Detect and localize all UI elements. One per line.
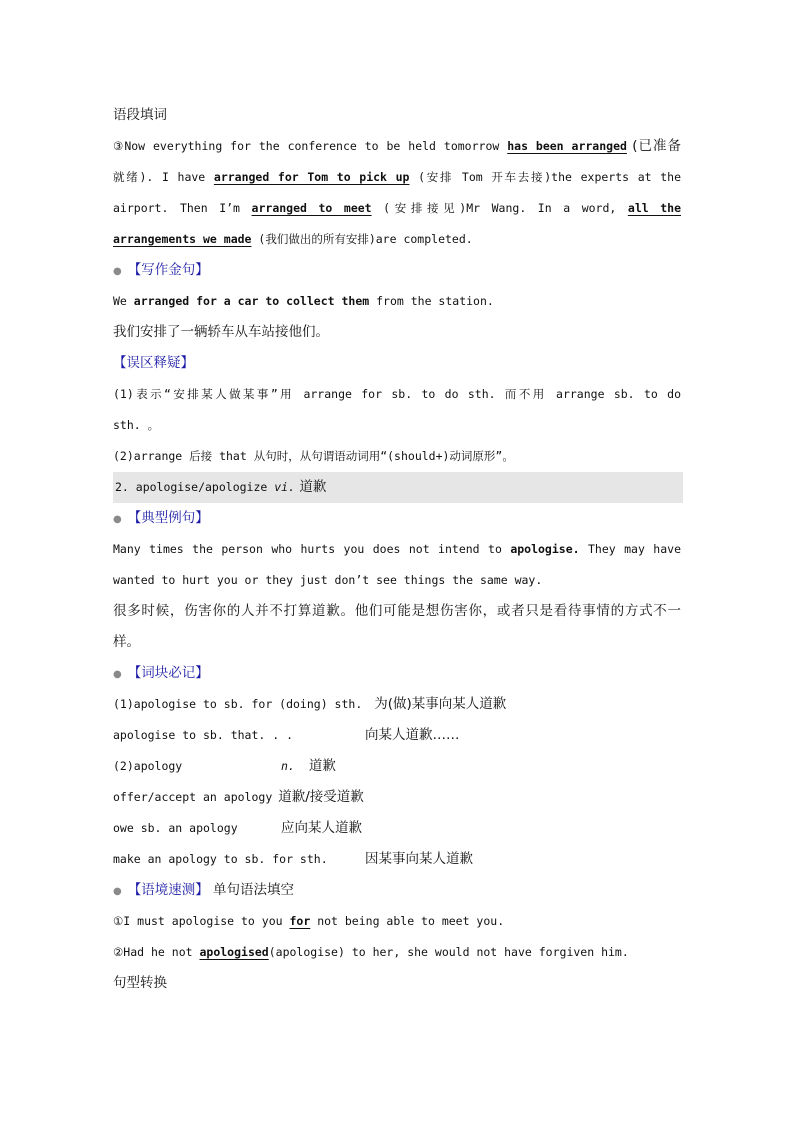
para-line-4: arrangements we made (我们做出的所有安排)are completed. xyxy=(113,232,473,246)
quiz-answer-2: apologised xyxy=(199,945,269,959)
quiz-answer-1: for xyxy=(289,914,311,928)
example-zh-b: 样。 xyxy=(113,634,140,650)
clarify-item-2: (2)arrange 后接 that 从句时，从句谓语动词用“(should+)动词原形”。 xyxy=(113,449,514,463)
word-entry-apologise: 2. apologise/apologize vi. 道歉 xyxy=(113,472,683,503)
bullet-dot-icon: ● xyxy=(113,886,122,897)
quiz-heading: ● 【语境速测】 单句语法填空 xyxy=(113,882,295,898)
example-en-a: Many times the person who hurts you does not intend to apologise. They may have xyxy=(113,542,681,556)
writing-sentence-zh: 我们安排了一辆轿车从车站接他们。 xyxy=(113,324,329,340)
answer-all-the: all the xyxy=(627,201,681,215)
quiz-item-1: ①I must apologise to you for not being able to meet you. xyxy=(113,914,505,928)
phrase-6: make an apology to sb. for sth. 因某事向某人道歉 xyxy=(113,851,473,867)
phrase-2: apologise to sb. that. . . 向某人道歉…… xyxy=(113,727,460,743)
example-zh-a: 很多时候，伤害你的人并不打算道歉。他们可能是想伤害你，或者只是看待事情的方式不一 xyxy=(113,603,681,619)
clarify-item-1b: sth. 。 xyxy=(113,418,160,432)
clarify-item-1a: (1)表示“安排某人做某事”用 arrange for sb. to do sth. 而不用 arrange sb. to do xyxy=(113,387,681,401)
writing-sentence-en: We arranged for a car to collect them from the station. xyxy=(113,294,494,308)
answer-arranged-to-meet: arranged to meet xyxy=(251,201,372,215)
bullet-dot-icon: ● xyxy=(113,266,122,277)
clarify-heading: 【误区释疑】 xyxy=(113,355,194,371)
phrase-3: (2)apology n. 道歉 xyxy=(113,758,336,774)
section-title: 语段填词 xyxy=(113,107,167,123)
sentence-transform-title: 句型转换 xyxy=(113,975,167,991)
answer-arranged-for-tom: arranged for Tom to pick up xyxy=(213,170,410,184)
document-page xyxy=(113,100,681,999)
phrase-4: offer/accept an apology 道歉/接受道歉 xyxy=(113,789,364,805)
para-line-2: 就绪). I have arranged for Tom to pick up (安排 Tom 开车去接)the experts at the xyxy=(113,170,681,184)
phrase-1: (1)apologise to sb. for (doing) sth. 为(做)某事向某人道歉 xyxy=(113,696,507,712)
para-line-3: airport. Then I’m arranged to meet (安排接见)Mr Wang. In a word, all the xyxy=(113,201,681,215)
bullet-dot-icon: ● xyxy=(113,669,122,680)
bullet-dot-icon: ● xyxy=(113,514,122,525)
phrases-heading: ● 【词块必记】 xyxy=(113,665,209,681)
writing-heading: ● 【写作金句】 xyxy=(113,262,209,278)
answer-arrangements-we-made: arrangements we made xyxy=(113,232,252,246)
example-en-b: wanted to hurt you or they just don’t see things the same way. xyxy=(113,573,543,587)
quiz-item-2: ②Had he not apologised(apologise) to her, she would not have forgiven him. xyxy=(113,945,629,959)
answer-has-been-arranged: has been arranged xyxy=(507,139,627,153)
example-heading: ● 【典型例句】 xyxy=(113,510,209,526)
phrase-5: owe sb. an apology 应向某人道歉 xyxy=(113,820,362,836)
para-line-1: ③Now everything for the conference to be held tomorrow has been arranged (已准备 xyxy=(113,138,682,154)
